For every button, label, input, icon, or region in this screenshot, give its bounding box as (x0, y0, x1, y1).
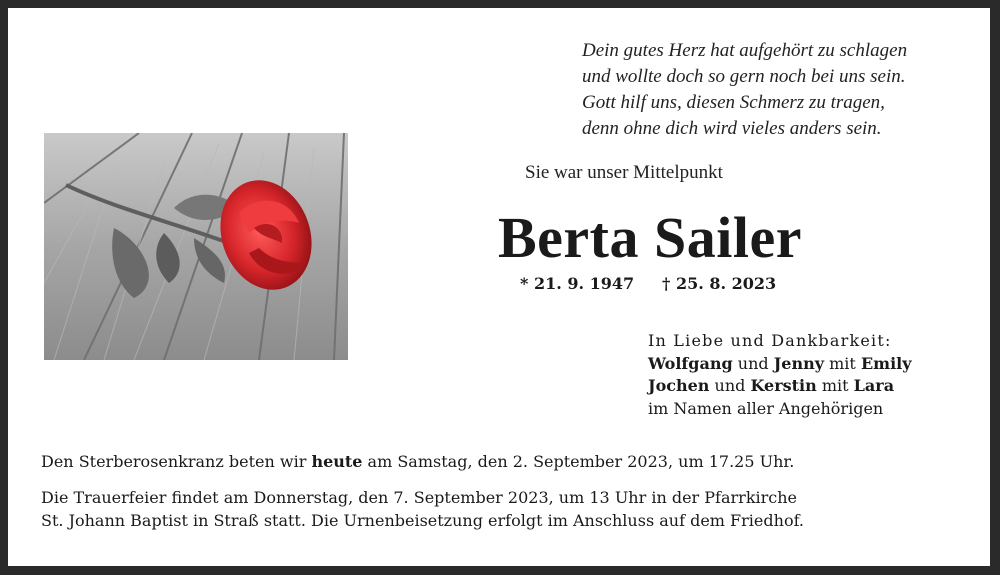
poem-line: Gott hilf uns, diesen Schmerz zu tragen, (582, 92, 885, 113)
rose-on-wood-image (44, 133, 348, 360)
birth-date: * 21. 9. 1947 (520, 274, 635, 293)
funeral-notice (41, 486, 804, 532)
connector: und (737, 353, 769, 373)
poem-line: und wollte doch so gern noch bei uns sein. (582, 66, 906, 87)
connector: mit (829, 353, 856, 373)
death-date: † 25. 8. 2023 (662, 274, 777, 293)
funeral-line: St. Johann Baptist in Straß statt. Die Urnenbeisetzung erfolgt im Anschluss auf dem Friedhof. (41, 511, 805, 530)
deceased-name: Berta Sailer (498, 205, 802, 270)
rosary-notice (41, 452, 794, 471)
poem-line: denn ohne dich wird vieles anders sein. (582, 118, 882, 139)
family-line (648, 375, 912, 398)
family-member: Wolfgang (648, 353, 733, 373)
family-line (648, 353, 912, 376)
family-closing: im Namen aller Angehörigen (648, 398, 884, 418)
rosary-text: am Samstag, den 2. September 2023, um 17.25 Uhr. (367, 452, 795, 471)
rosary-text: Den Sterberosenkranz beten wir (41, 452, 307, 471)
family-heading: In Liebe und Dankbarkeit: (648, 331, 892, 350)
family-signature (648, 330, 912, 420)
poem (582, 38, 982, 142)
family-member: Lara (853, 376, 895, 395)
connector: mit (821, 376, 849, 395)
poem-line: Dein gutes Herz hat aufgehört zu schlagen (582, 40, 908, 61)
life-dates (520, 274, 820, 298)
obituary-notice (8, 8, 990, 566)
rose-photo (44, 133, 348, 360)
connector: und (714, 376, 746, 395)
rosary-emphasis: heute (311, 452, 363, 471)
family-member: Jochen (648, 376, 710, 395)
family-member: Jenny (773, 353, 825, 373)
family-member: Kerstin (750, 376, 817, 395)
intro-text: Sie war unser Mittelpunkt (525, 162, 723, 183)
funeral-line: Die Trauerfeier findet am Donnerstag, den 7. September 2023, um 13 Uhr in der Pfarrkirche (41, 488, 798, 507)
family-member: Emily (860, 353, 912, 373)
